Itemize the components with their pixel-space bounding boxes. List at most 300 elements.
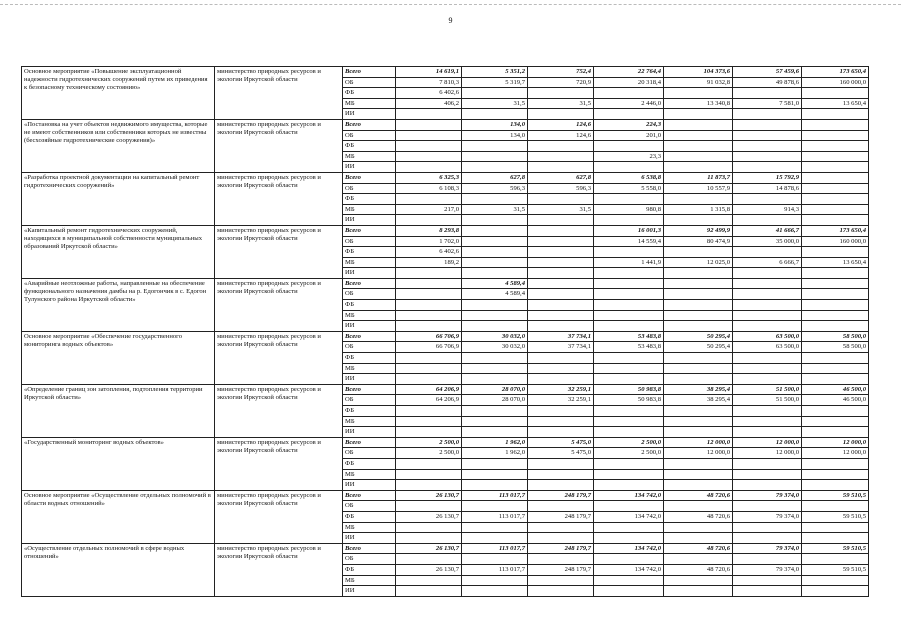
amount-cell: 248 179,7 <box>528 543 594 554</box>
amount-cell: 14 559,4 <box>594 236 664 247</box>
funding-source-cell: ИИ <box>343 162 396 173</box>
funding-source-cell: МБ <box>343 469 396 480</box>
amount-cell <box>664 353 733 364</box>
amount-cell <box>462 353 528 364</box>
amount-cell: 5 351,2 <box>462 67 528 78</box>
amount-cell <box>462 88 528 99</box>
amount-cell: 50 983,8 <box>594 384 664 395</box>
funding-source-cell: ИИ <box>343 374 396 385</box>
funding-source-cell: Всего <box>343 119 396 130</box>
amount-cell <box>733 480 802 491</box>
amount-cell: 63 500,0 <box>733 331 802 342</box>
amount-cell <box>462 501 528 512</box>
amount-cell <box>462 554 528 565</box>
amount-cell <box>396 416 462 427</box>
amount-cell: 980,8 <box>594 204 664 215</box>
amount-cell: 189,2 <box>396 257 462 268</box>
amount-cell: 14 619,1 <box>396 67 462 78</box>
amount-cell <box>528 586 594 597</box>
amount-cell <box>462 109 528 120</box>
amount-cell <box>664 278 733 289</box>
amount-cell <box>733 141 802 152</box>
amount-cell: 596,3 <box>462 183 528 194</box>
amount-cell <box>396 575 462 586</box>
amount-cell <box>733 416 802 427</box>
amount-cell <box>733 151 802 162</box>
amount-cell <box>528 353 594 364</box>
amount-cell: 720,9 <box>528 77 594 88</box>
amount-cell <box>664 130 733 141</box>
amount-cell <box>594 215 664 226</box>
amount-cell: 124,6 <box>528 119 594 130</box>
funding-source-cell: Всего <box>343 543 396 554</box>
amount-cell: 5 319,7 <box>462 77 528 88</box>
amount-cell: 6 325,3 <box>396 172 462 183</box>
amount-cell <box>462 363 528 374</box>
funding-source-cell: ФБ <box>343 353 396 364</box>
amount-cell <box>664 533 733 544</box>
amount-cell <box>462 586 528 597</box>
amount-cell <box>528 88 594 99</box>
funding-source-cell: ОБ <box>343 77 396 88</box>
amount-cell <box>733 300 802 311</box>
amount-cell <box>462 406 528 417</box>
amount-cell: 1 315,8 <box>664 204 733 215</box>
amount-cell <box>528 151 594 162</box>
funding-source-cell: Всего <box>343 172 396 183</box>
amount-cell: 12 000,0 <box>802 437 869 448</box>
amount-cell: 53 483,8 <box>594 342 664 353</box>
amount-cell: 79 374,0 <box>733 543 802 554</box>
amount-cell: 2 500,0 <box>396 448 462 459</box>
amount-cell <box>396 278 462 289</box>
amount-cell <box>802 522 869 533</box>
amount-cell: 32 259,1 <box>528 384 594 395</box>
amount-cell: 35 000,0 <box>733 236 802 247</box>
amount-cell <box>528 416 594 427</box>
amount-cell: 32 259,1 <box>528 395 594 406</box>
amount-cell <box>528 469 594 480</box>
amount-cell: 11 873,7 <box>664 172 733 183</box>
amount-cell <box>594 88 664 99</box>
funding-source-cell: ОБ <box>343 130 396 141</box>
amount-cell: 37 734,1 <box>528 342 594 353</box>
amount-cell <box>528 215 594 226</box>
amount-cell: 51 500,0 <box>733 384 802 395</box>
amount-cell <box>396 119 462 130</box>
amount-cell <box>528 533 594 544</box>
amount-cell: 914,3 <box>733 204 802 215</box>
page-number: 9 <box>448 16 453 25</box>
amount-cell <box>594 363 664 374</box>
amount-cell <box>802 204 869 215</box>
amount-cell <box>396 194 462 205</box>
table-body <box>22 67 869 597</box>
amount-cell <box>664 215 733 226</box>
amount-cell <box>664 247 733 258</box>
amount-cell <box>528 321 594 332</box>
amount-cell <box>802 151 869 162</box>
amount-cell <box>462 374 528 385</box>
amount-cell: 1 962,0 <box>462 437 528 448</box>
amount-cell: 26 130,7 <box>396 490 462 501</box>
amount-cell: 6 108,3 <box>396 183 462 194</box>
table-row <box>22 225 869 236</box>
table-row <box>22 278 869 289</box>
funding-source-cell: ИИ <box>343 427 396 438</box>
amount-cell <box>528 427 594 438</box>
amount-cell: 7 810,3 <box>396 77 462 88</box>
amount-cell <box>802 406 869 417</box>
amount-cell: 134 742,0 <box>594 543 664 554</box>
amount-cell: 2 500,0 <box>594 437 664 448</box>
amount-cell: 58 500,0 <box>802 331 869 342</box>
amount-cell <box>664 406 733 417</box>
amount-cell: 13 650,4 <box>802 98 869 109</box>
amount-cell: 38 295,4 <box>664 395 733 406</box>
funding-source-cell: ФБ <box>343 247 396 258</box>
amount-cell: 58 500,0 <box>802 342 869 353</box>
amount-cell <box>733 215 802 226</box>
responsible-executor-cell: министерство природных ресурсов и экологии Иркутской области <box>215 172 343 225</box>
amount-cell <box>528 194 594 205</box>
responsible-executor-cell: министерство природных ресурсов и экологии Иркутской области <box>215 384 343 437</box>
amount-cell <box>462 310 528 321</box>
amount-cell <box>594 268 664 279</box>
amount-cell: 248 179,7 <box>528 564 594 575</box>
amount-cell <box>462 151 528 162</box>
amount-cell: 173 650,4 <box>802 67 869 78</box>
funding-source-cell: Всего <box>343 384 396 395</box>
funding-source-cell: МБ <box>343 363 396 374</box>
amount-cell: 48 720,6 <box>664 490 733 501</box>
funding-source-cell: ИИ <box>343 109 396 120</box>
amount-cell <box>664 575 733 586</box>
amount-cell <box>664 554 733 565</box>
amount-cell: 66 706,9 <box>396 342 462 353</box>
amount-cell <box>396 427 462 438</box>
amount-cell <box>802 554 869 565</box>
amount-cell <box>664 321 733 332</box>
amount-cell: 1 962,0 <box>462 448 528 459</box>
amount-cell <box>462 215 528 226</box>
amount-cell <box>802 172 869 183</box>
responsible-executor-cell: министерство природных ресурсов и экологии Иркутской области <box>215 331 343 384</box>
amount-cell <box>462 575 528 586</box>
amount-cell <box>802 194 869 205</box>
budget-table <box>21 66 869 597</box>
amount-cell <box>802 427 869 438</box>
amount-cell <box>528 575 594 586</box>
amount-cell: 12 000,0 <box>733 437 802 448</box>
amount-cell <box>396 374 462 385</box>
amount-cell <box>733 533 802 544</box>
amount-cell <box>664 119 733 130</box>
amount-cell: 80 474,9 <box>664 236 733 247</box>
amount-cell <box>528 278 594 289</box>
amount-cell <box>528 162 594 173</box>
amount-cell <box>802 353 869 364</box>
funding-source-cell: ФБ <box>343 458 396 469</box>
amount-cell <box>664 416 733 427</box>
amount-cell <box>528 480 594 491</box>
table-row <box>22 172 869 183</box>
funding-source-cell: МБ <box>343 257 396 268</box>
funding-source-cell: ФБ <box>343 141 396 152</box>
amount-cell <box>733 469 802 480</box>
amount-cell <box>528 109 594 120</box>
amount-cell <box>528 289 594 300</box>
amount-cell <box>802 278 869 289</box>
activity-name-cell: «Определение границ зон затопления, подтопления территории Иркутской области» <box>22 384 215 437</box>
funding-source-cell: МБ <box>343 522 396 533</box>
amount-cell <box>664 586 733 597</box>
amount-cell <box>396 406 462 417</box>
amount-cell <box>802 586 869 597</box>
table-row <box>22 384 869 395</box>
amount-cell <box>733 278 802 289</box>
amount-cell: 48 720,6 <box>664 564 733 575</box>
amount-cell <box>462 416 528 427</box>
table-row <box>22 437 869 448</box>
amount-cell: 134 742,0 <box>594 490 664 501</box>
amount-cell: 59 510,5 <box>802 490 869 501</box>
amount-cell: 201,0 <box>594 130 664 141</box>
amount-cell <box>664 109 733 120</box>
amount-cell: 224,3 <box>594 119 664 130</box>
funding-source-cell: ФБ <box>343 88 396 99</box>
amount-cell <box>733 289 802 300</box>
amount-cell <box>664 522 733 533</box>
amount-cell: 406,2 <box>396 98 462 109</box>
amount-cell <box>733 109 802 120</box>
amount-cell: 113 017,7 <box>462 490 528 501</box>
amount-cell <box>733 501 802 512</box>
amount-cell: 10 557,9 <box>664 183 733 194</box>
amount-cell: 12 000,0 <box>664 448 733 459</box>
responsible-executor-cell: министерство природных ресурсов и экологии Иркутской области <box>215 278 343 331</box>
amount-cell: 31,5 <box>462 98 528 109</box>
amount-cell <box>396 215 462 226</box>
amount-cell: 7 581,0 <box>733 98 802 109</box>
amount-cell <box>396 469 462 480</box>
amount-cell <box>396 141 462 152</box>
amount-cell: 2 446,0 <box>594 98 664 109</box>
amount-cell: 6 402,6 <box>396 88 462 99</box>
amount-cell: 134 742,0 <box>594 564 664 575</box>
amount-cell: 22 764,4 <box>594 67 664 78</box>
amount-cell: 124,6 <box>528 130 594 141</box>
amount-cell <box>664 501 733 512</box>
table-row <box>22 119 869 130</box>
amount-cell: 41 666,7 <box>733 225 802 236</box>
amount-cell: 248 179,7 <box>528 511 594 522</box>
amount-cell <box>396 151 462 162</box>
amount-cell <box>396 501 462 512</box>
amount-cell <box>528 522 594 533</box>
amount-cell <box>528 141 594 152</box>
funding-source-cell: ИИ <box>343 533 396 544</box>
funding-source-cell: ФБ <box>343 511 396 522</box>
amount-cell <box>664 363 733 374</box>
amount-cell: 104 373,6 <box>664 67 733 78</box>
table-row <box>22 67 869 78</box>
activity-name-cell: «Капитальный ремонт гидротехнических сооружений, находящихся в муниципальной собственности муниципальных образований Иркутской области» <box>22 225 215 278</box>
amount-cell <box>733 353 802 364</box>
amount-cell <box>462 268 528 279</box>
amount-cell <box>802 247 869 258</box>
amount-cell <box>528 406 594 417</box>
amount-cell: 46 500,0 <box>802 395 869 406</box>
funding-source-cell: ИИ <box>343 586 396 597</box>
table-row <box>22 543 869 554</box>
amount-cell <box>462 427 528 438</box>
activity-name-cell: Основное мероприятие «Повышение эксплуатационной надежности гидротехнических сооружений путем их приведения к безопасному техническому состоянию» <box>22 67 215 120</box>
responsible-executor-cell: министерство природных ресурсов и экологии Иркутской области <box>215 543 343 596</box>
amount-cell <box>664 310 733 321</box>
amount-cell <box>802 183 869 194</box>
amount-cell <box>733 363 802 374</box>
amount-cell <box>733 162 802 173</box>
amount-cell <box>802 109 869 120</box>
amount-cell <box>396 109 462 120</box>
funding-source-cell: МБ <box>343 204 396 215</box>
amount-cell <box>594 300 664 311</box>
scan-top-edge <box>0 4 901 5</box>
amount-cell <box>664 289 733 300</box>
amount-cell <box>733 321 802 332</box>
funding-source-cell: ФБ <box>343 194 396 205</box>
amount-cell: 59 510,5 <box>802 564 869 575</box>
amount-cell <box>664 469 733 480</box>
amount-cell: 113 017,7 <box>462 511 528 522</box>
amount-cell <box>462 225 528 236</box>
amount-cell: 627,8 <box>462 172 528 183</box>
activity-name-cell: «Осуществление отдельных полномочий в сфере водных отношений» <box>22 543 215 596</box>
responsible-executor-cell: министерство природных ресурсов и экологии Иркутской области <box>215 490 343 543</box>
amount-cell <box>462 236 528 247</box>
funding-source-cell: ФБ <box>343 564 396 575</box>
amount-cell: 23,3 <box>594 151 664 162</box>
amount-cell: 64 206,9 <box>396 395 462 406</box>
amount-cell <box>396 321 462 332</box>
amount-cell <box>462 194 528 205</box>
amount-cell <box>462 247 528 258</box>
amount-cell: 113 017,7 <box>462 564 528 575</box>
amount-cell <box>802 469 869 480</box>
amount-cell <box>462 257 528 268</box>
amount-cell <box>594 278 664 289</box>
amount-cell <box>528 236 594 247</box>
amount-cell <box>802 501 869 512</box>
amount-cell <box>462 300 528 311</box>
amount-cell <box>462 141 528 152</box>
amount-cell <box>396 289 462 300</box>
amount-cell <box>802 119 869 130</box>
amount-cell: 4 589,4 <box>462 289 528 300</box>
amount-cell: 50 295,4 <box>664 331 733 342</box>
amount-cell <box>802 141 869 152</box>
amount-cell: 49 878,6 <box>733 77 802 88</box>
amount-cell <box>733 374 802 385</box>
amount-cell <box>396 130 462 141</box>
amount-cell <box>594 141 664 152</box>
amount-cell <box>396 458 462 469</box>
amount-cell <box>733 130 802 141</box>
amount-cell: 15 792,9 <box>733 172 802 183</box>
amount-cell <box>396 300 462 311</box>
amount-cell: 1 702,0 <box>396 236 462 247</box>
amount-cell <box>462 321 528 332</box>
amount-cell <box>462 469 528 480</box>
funding-source-cell: МБ <box>343 98 396 109</box>
funding-source-cell: ОБ <box>343 289 396 300</box>
amount-cell <box>733 247 802 258</box>
funding-source-cell: ОБ <box>343 342 396 353</box>
amount-cell: 5 475,0 <box>528 437 594 448</box>
amount-cell <box>802 300 869 311</box>
funding-source-cell: ОБ <box>343 183 396 194</box>
amount-cell: 14 878,6 <box>733 183 802 194</box>
amount-cell <box>802 162 869 173</box>
amount-cell <box>528 458 594 469</box>
amount-cell <box>594 321 664 332</box>
amount-cell: 31,5 <box>528 204 594 215</box>
amount-cell: 2 500,0 <box>594 448 664 459</box>
funding-source-cell: ИИ <box>343 215 396 226</box>
amount-cell: 13 650,4 <box>802 257 869 268</box>
amount-cell: 12 000,0 <box>733 448 802 459</box>
amount-cell: 217,0 <box>396 204 462 215</box>
amount-cell: 51 500,0 <box>733 395 802 406</box>
amount-cell: 64 206,9 <box>396 384 462 395</box>
amount-cell <box>664 480 733 491</box>
responsible-executor-cell: министерство природных ресурсов и экологии Иркутской области <box>215 119 343 172</box>
amount-cell <box>802 215 869 226</box>
amount-cell <box>594 194 664 205</box>
amount-cell: 752,4 <box>528 67 594 78</box>
amount-cell: 31,5 <box>462 204 528 215</box>
amount-cell: 596,3 <box>528 183 594 194</box>
amount-cell: 20 318,4 <box>594 77 664 88</box>
funding-source-cell: ИИ <box>343 268 396 279</box>
amount-cell <box>733 268 802 279</box>
amount-cell: 1 441,9 <box>594 257 664 268</box>
amount-cell: 4 589,4 <box>462 278 528 289</box>
amount-cell: 13 340,8 <box>664 98 733 109</box>
amount-cell <box>594 533 664 544</box>
funding-source-cell: МБ <box>343 416 396 427</box>
amount-cell <box>528 363 594 374</box>
table-row <box>22 490 869 501</box>
amount-cell <box>594 522 664 533</box>
funding-source-cell: ФБ <box>343 406 396 417</box>
amount-cell <box>664 300 733 311</box>
amount-cell <box>396 353 462 364</box>
amount-cell <box>664 141 733 152</box>
amount-cell <box>733 522 802 533</box>
amount-cell <box>664 151 733 162</box>
amount-cell <box>594 427 664 438</box>
activity-name-cell: «Аварийные неотложные работы, направленные на обеспечение функционального назначения дамбы на р. Едогончик в с. Едогон Тулунского района Иркутской области» <box>22 278 215 331</box>
amount-cell: 57 459,6 <box>733 67 802 78</box>
amount-cell <box>396 363 462 374</box>
amount-cell <box>396 554 462 565</box>
amount-cell: 12 025,0 <box>664 257 733 268</box>
amount-cell: 627,8 <box>528 172 594 183</box>
amount-cell <box>594 480 664 491</box>
amount-cell: 48 720,6 <box>664 543 733 554</box>
